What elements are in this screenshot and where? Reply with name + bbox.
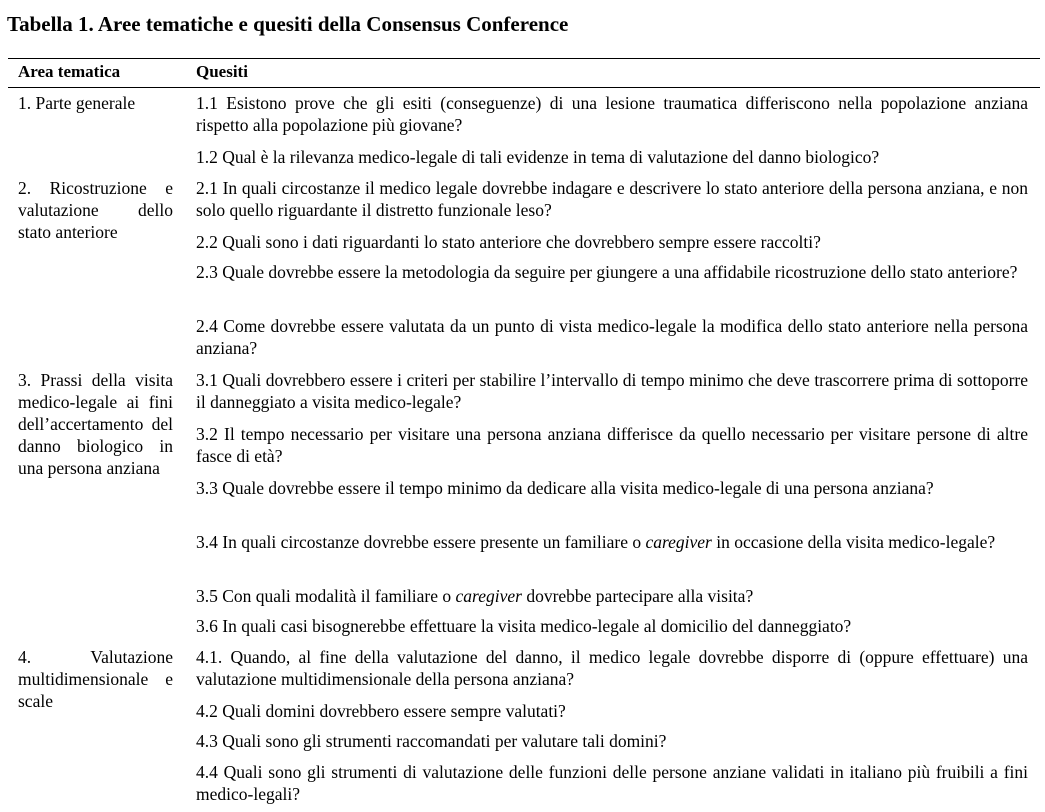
question-3-1: 3.1 Quali dovrebbero essere i criteri per stabilire l’intervallo di tempo minimo che deve trascorrere prima di sottoporre il danneggiato a visita medico-legale? xyxy=(196,370,1028,412)
question-4-4: 4.4 Quali sono gli strumenti di valutazione delle funzioni delle persone anziane validati in italiano più fruibili a fini medico-legali? xyxy=(196,762,1028,804)
question-1-2: 1.2 Qual è la rilevanza medico-legale di tali evidenze in tema di valutazione del danno biologico? xyxy=(196,147,880,167)
area-1: 1. Parte generale xyxy=(18,93,136,113)
header-area: Area tematica xyxy=(18,62,121,81)
area-2: 2. Ricostruzione e valutazione dello stato anteriore xyxy=(18,178,173,242)
question-4-1: 4.1. Quando, al fine della valutazione del danno, il medico legale dovrebbe disporre di (oppure effettuare) una valutazione multidimensionale della persona anziana? xyxy=(196,647,1028,689)
question-3-4-text-a: 3.4 In quali circostanze dovrebbe essere presente un familiare o xyxy=(196,532,646,552)
question-2-3: 2.3 Quale dovrebbe essere la metodologia da seguire per giungere a una affidabile ricostruzione dello stato anteriore? xyxy=(196,262,1018,282)
question-3-5-text-b: dovrebbe partecipare alla visita? xyxy=(521,586,754,606)
question-2-2: 2.2 Quali sono i dati riguardanti lo stato anteriore che dovrebbero sempre essere raccolti? xyxy=(196,232,821,252)
question-3-6: 3.6 In quali casi bisognerebbe effettuare la visita medico-legale al domicilio del danneggiato? xyxy=(196,616,852,636)
question-1-1: 1.1 Esistono prove che gli esiti (conseguenze) di una lesione traumatica differiscono nella popolazione anziana rispetto alla popolazione più giovane? xyxy=(196,93,1028,135)
table-title: Tabella 1. Aree tematiche e quesiti della Consensus Conference xyxy=(7,12,569,36)
area-4: 4. Valutazione multidimensionale e scale xyxy=(18,647,173,711)
question-2-1: 2.1 In quali circostanze il medico legale dovrebbe indagare e descrivere lo stato anteriore della persona anziana, e non solo quello riguardante il distretto funzionale leso? xyxy=(196,178,1028,220)
question-3-4 xyxy=(196,531,1028,553)
question-3-4-emphasis: caregiver xyxy=(645,532,712,552)
question-3-3: 3.3 Quale dovrebbe essere il tempo minimo da dedicare alla visita medico-legale di una persona anziana? xyxy=(196,478,934,498)
question-3-2: 3.2 Il tempo necessario per visitare una persona anziana differisce da quello necessario per visitare persone di altre fasce di età? xyxy=(196,424,1028,466)
question-4-3: 4.3 Quali sono gli strumenti raccomandati per valutare tali domini? xyxy=(196,731,667,751)
question-4-2: 4.2 Quali domini dovrebbero essere sempre valutati? xyxy=(196,701,566,721)
area-3: 3. Prassi della visita medico-legale ai fini dell’accertamento del danno biologico in una persona anziana xyxy=(18,370,173,478)
question-3-5-text-a: 3.5 Con quali modalità il familiare o xyxy=(196,586,456,606)
question-3-5 xyxy=(196,585,1028,607)
question-3-4-text-b: in occasione della visita medico-legale? xyxy=(711,532,996,552)
table-top-rule xyxy=(8,58,1040,59)
table-header-rule xyxy=(8,87,1040,88)
question-3-5-emphasis: caregiver xyxy=(455,586,522,606)
question-2-4: 2.4 Come dovrebbe essere valutata da un punto di vista medico-legale la modifica dello stato anteriore nella persona anziana? xyxy=(196,316,1028,358)
header-questions: Quesiti xyxy=(196,62,248,81)
